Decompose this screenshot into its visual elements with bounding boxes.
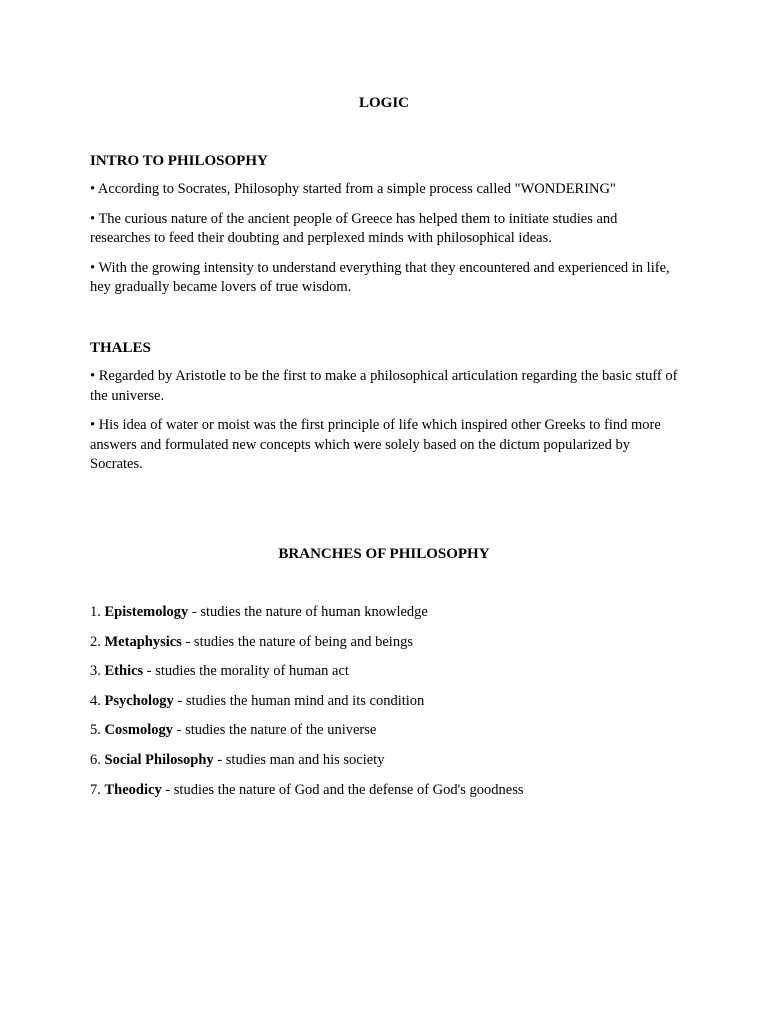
intro-section xyxy=(90,152,680,308)
intro-bullet-1: • According to Socrates, Philosophy started from a simple process called "WONDERING" xyxy=(90,181,616,197)
item-number: 3. xyxy=(90,663,105,680)
page-title: LOGIC xyxy=(358,95,409,111)
item-number: 4. xyxy=(90,692,105,709)
list-item xyxy=(90,662,690,681)
thales-section xyxy=(90,339,680,485)
intro-bullet-2: • The curious nature of the ancient people of Greece has helped them to initiate studies and researches to feed their doubting and perplexed minds with philosophical ideas. xyxy=(90,210,618,246)
branches-list xyxy=(90,603,690,810)
branch-description: - studies the nature of human knowledge xyxy=(188,604,428,620)
thales-bullet-2: • His idea of water or moist was the first principle of life which inspired other Greeks to find more answers and formulated new concepts which were solely based on the dictum popularized by Socrates. xyxy=(90,417,661,472)
item-number: 2. xyxy=(90,633,105,650)
branch-term: Metaphysics xyxy=(104,633,182,650)
branch-description: - studies the human mind and its condition xyxy=(173,692,425,709)
branches-heading: BRANCHES OF PHILOSOPHY xyxy=(278,546,490,562)
branch-term: Psychology xyxy=(104,692,174,709)
list-item xyxy=(90,603,690,622)
branch-term: Epistemology xyxy=(104,604,189,620)
list-item xyxy=(90,721,690,740)
branch-description: - studies the morality of human act xyxy=(143,663,349,680)
thales-heading: THALES xyxy=(90,340,151,356)
branch-term: Ethics xyxy=(104,663,144,680)
branch-description: - studies the nature of being and beings xyxy=(181,633,413,650)
item-number: 1. xyxy=(90,604,105,620)
branch-description: - studies the nature of the universe xyxy=(172,722,377,739)
branch-description: - studies the nature of God and the defense of God's goodness xyxy=(161,781,524,798)
item-number: 7. xyxy=(90,781,105,798)
list-item xyxy=(90,633,690,652)
intro-heading: INTRO TO PHILOSOPHY xyxy=(90,153,268,169)
branch-term: Cosmology xyxy=(104,722,173,739)
list-item xyxy=(90,751,690,770)
item-number: 5. xyxy=(90,722,105,739)
thales-bullet-1: • Regarded by Aristotle to be the first to make a philosophical articulation regarding the basic stuff of the universe. xyxy=(90,368,678,404)
list-item xyxy=(90,781,690,800)
branch-term: Social Philosophy xyxy=(104,751,214,768)
item-number: 6. xyxy=(90,751,105,768)
intro-bullet-3: • With the growing intensity to understand everything that they encountered and experienced in life, hey gradually became lovers of true wisdom. xyxy=(90,259,670,295)
list-item xyxy=(90,692,690,711)
branch-term: Theodicy xyxy=(104,781,162,798)
branch-description: - studies man and his society xyxy=(213,751,385,768)
